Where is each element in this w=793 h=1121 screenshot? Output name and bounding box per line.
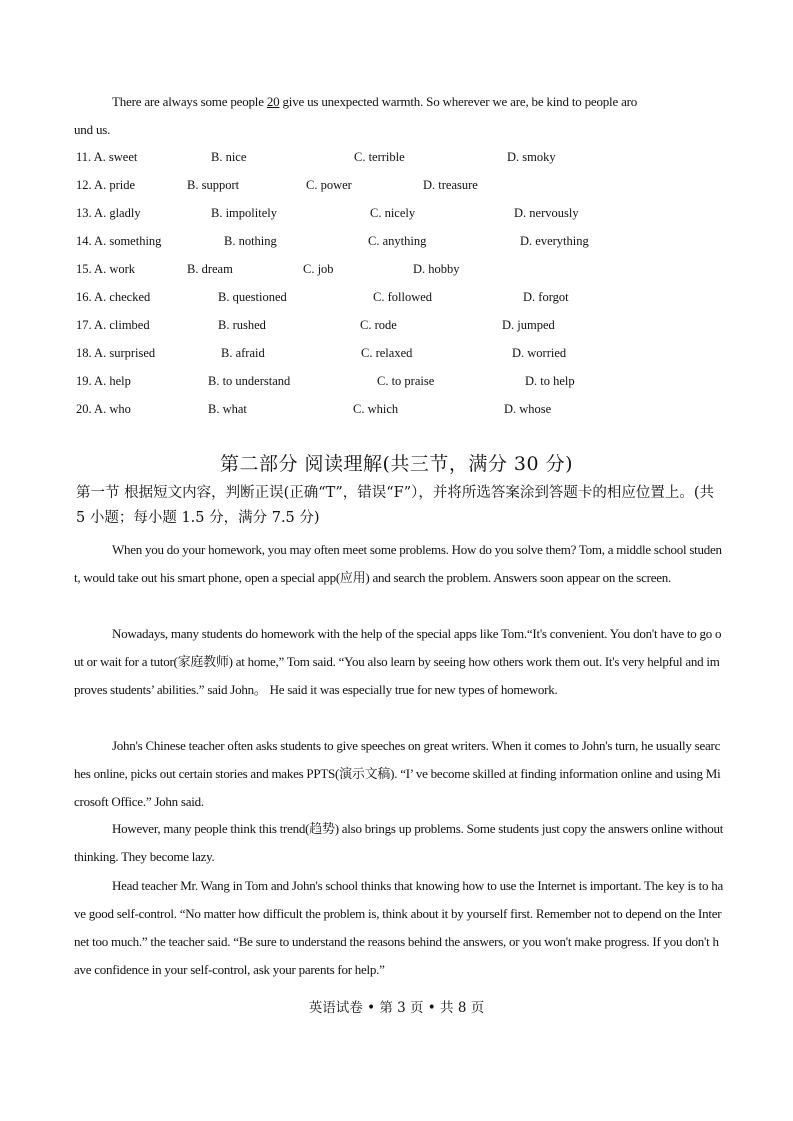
reading-paragraph: However, many people think this trend(趋势) also brings up problems. Some students just copy the answers online without thinking. They become lazy.	[74, 821, 724, 864]
question-option-a: 11. A. sweet	[76, 150, 138, 164]
question-option-c: C. which	[353, 402, 399, 416]
reading-paragraph: Head teacher Mr. Wang in Tom and John's school thinks that knowing how to use the Internet is important. The key is to have good self-control. “No matter how difficult the problem is, think about it by yourself first. Remember not to depend on the Internet too much.” the teacher said. “Be sure to understand the reasons behind the answers, or you won't make progress. If you don't have confidence in your self-control, ask your parents for help.”	[74, 878, 724, 977]
question-option-d: D. forgot	[523, 290, 569, 304]
question-option-a: 17. A. climbed	[76, 318, 150, 332]
question-option-d: D. smoky	[507, 150, 556, 164]
intro-text-after: give us unexpected warmth. So wherever we are, be kind to people aro	[279, 94, 638, 109]
question-option-d: D. nervously	[514, 206, 579, 220]
question-option-c: C. terrible	[354, 150, 405, 164]
question-option-c: C. relaxed	[361, 346, 413, 360]
question-option-b: B. nothing	[224, 234, 277, 248]
question-option-b: B. nice	[211, 150, 247, 164]
question-option-c: C. anything	[368, 234, 427, 248]
question-option-d: D. treasure	[423, 178, 478, 192]
cloze-intro	[74, 88, 722, 116]
question-option-b: B. questioned	[218, 290, 287, 304]
question-option-d: D. everything	[520, 234, 589, 248]
question-option-c: C. job	[303, 262, 334, 276]
question-option-b: B. dream	[187, 262, 233, 276]
reading-paragraph: John's Chinese teacher often asks students to give speeches on great writers. When it comes to John's turn, he usually searches online, picks out certain stories and makes PPTS(演示文稿). “I’ ve become skilled at finding information online and using Microsoft Office.” John said.	[74, 738, 721, 809]
question-option-c: C. nicely	[370, 206, 416, 220]
question-option-d: D. worried	[512, 346, 567, 360]
question-option-b: B. rushed	[218, 318, 266, 332]
question-option-b: B. what	[208, 402, 247, 416]
question-option-d: D. whose	[504, 402, 552, 416]
question-option-c: C. rode	[360, 318, 397, 332]
page-footer: 英语试卷 • 第 3 页 • 共 8 页	[308, 1000, 485, 1016]
question-option-d: D. jumped	[502, 318, 555, 332]
question-option-a: 13. A. gladly	[76, 206, 141, 220]
question-option-a: 19. A. help	[76, 374, 131, 388]
question-option-a: 20. A. who	[76, 402, 131, 416]
question-option-b: B. to understand	[208, 374, 291, 388]
question-option-a: 15. A. work	[76, 262, 136, 276]
question-option-a: 18. A. surprised	[76, 346, 156, 360]
question-option-a: 12. A. pride	[76, 178, 136, 192]
question-option-c: C. to praise	[377, 374, 435, 388]
reading-paragraph: Nowadays, many students do homework with the help of the special apps like Tom.“It's convenient. You don't have to go out or wait for a tutor(家庭教师) at home,” Tom said. “You also learn by seeing how others work them out. It's very helpful and improves students’ abilities.” said John。 He said it was especially true for new types of homework.	[74, 626, 722, 697]
question-option-d: D. hobby	[413, 262, 460, 276]
section-title: 第二部分 阅读理解(共三节，满分 30 分)	[219, 453, 574, 475]
question-option-a: 16. A. checked	[76, 290, 151, 304]
intro-text-before: There are always some people	[112, 94, 267, 109]
reading-paragraph: When you do your homework, you may often meet some problems. How do you solve them? Tom, a middle school student, would take out his smart phone, open a special app(应用) and search the problem. Answers soon appear on the screen.	[74, 542, 722, 585]
question-option-d: D. to help	[525, 374, 575, 388]
question-option-c: C. followed	[373, 290, 433, 304]
question-option-c: C. power	[306, 178, 352, 192]
section-instructions: 第一节 根据短文内容，判断正误(正确“T”，错误“F”），并将所选答案涂到答题卡的相应位置上。(共 5 小题；每小题 1.5 分，满分 7.5 分)	[76, 485, 715, 526]
question-option-b: B. afraid	[221, 346, 265, 360]
question-option-a: 14. A. something	[76, 234, 162, 248]
question-option-b: B. impolitely	[211, 206, 277, 220]
question-option-b: B. support	[187, 178, 240, 192]
cloze-intro-line2: und us.	[74, 122, 111, 137]
blank-20: 20	[266, 94, 280, 109]
